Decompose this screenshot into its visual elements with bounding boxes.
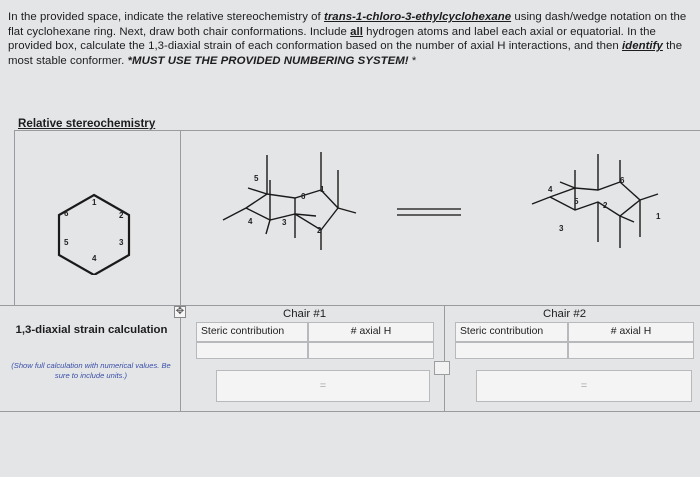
must-use-note: *MUST USE THE PROVIDED NUMBERING SYSTEM! (127, 54, 409, 67)
hex-label-4: 4 (92, 254, 97, 263)
chair2-label-4: 4 (548, 185, 553, 194)
emphasis-identify: identify (621, 40, 663, 53)
strain-divider-1 (180, 305, 181, 411)
prompt-text-2: using dash/wedge notation on the flat cyclohexane ring. Next, draw both chair conformations. Include (8, 11, 687, 38)
chair1-axial-value-input[interactable] (308, 342, 434, 359)
chair1-label-4: 4 (248, 217, 253, 226)
strain-calculation-title: 1,3-diaxial strain calculation (15, 324, 168, 336)
chair2-heading: Chair #2 (543, 308, 587, 320)
chair1-steric-value-input[interactable] (196, 342, 308, 359)
compound-name: trans-1-chloro-3-ethylcyclohexane (323, 11, 512, 23)
chair2-label-3: 3 (559, 224, 564, 233)
chair2-steric-value-input[interactable] (455, 342, 568, 359)
hexagon-ring (59, 195, 129, 275)
chair1-axial-h-field[interactable]: # axial H (308, 322, 434, 342)
chair2-label-5: 5 (574, 197, 579, 206)
equilibrium-arrow (395, 205, 465, 219)
chair1-label-6: 6 (301, 192, 306, 201)
prompt-text-4: the most stable conformer. (8, 40, 683, 67)
chair1-heading: Chair #1 (283, 308, 327, 320)
hex-label-5: 5 (64, 238, 69, 247)
move-handle-icon[interactable]: ✥ (175, 306, 185, 317)
chair2-label-1: 1 (656, 212, 661, 221)
chair1-label-5: 5 (254, 174, 259, 183)
chair1-extra-box[interactable] (434, 361, 450, 375)
hex-label-1: 1 (92, 198, 97, 207)
emphasis-all: all (350, 25, 363, 38)
chair2-result-box[interactable]: = (476, 370, 692, 402)
grid-line-middle (0, 305, 700, 306)
relative-stereochemistry-label: Relative stereochemistry (18, 117, 156, 130)
hex-label-3: 3 (119, 238, 124, 247)
hex-label-6: 6 (64, 209, 69, 218)
prompt-text-1: In the provided space, indicate the relative stereochemistry of (8, 11, 324, 23)
chair2-steric-contribution-field[interactable]: Steric contribution (455, 322, 568, 342)
chair-conformation-1[interactable] (218, 150, 358, 260)
strain-calculation-note: (Show full calculation with numerical values. Be sure to include units.) (11, 361, 171, 380)
chair1-label-3: 3 (282, 218, 287, 227)
required-marker: * (408, 54, 417, 67)
grid-line-bottom (0, 411, 700, 412)
grid-line-top (14, 130, 700, 131)
prompt-text-3: hydrogen atoms and label each axial or equatorial. In the provided box, calculate the 1,3-diaxial strain of each conformation based on the number of axial H interactions, and then (8, 25, 656, 53)
grid-divider-vertical (180, 130, 181, 305)
chair1-steric-contribution-field[interactable]: Steric contribution (196, 322, 308, 342)
chair1-label-2: 2 (317, 226, 322, 235)
chair2-axial-value-input[interactable] (568, 342, 694, 359)
question-prompt (8, 10, 694, 68)
chair2-label-2: 2 (603, 201, 608, 210)
chair1-result-box[interactable]: = (216, 370, 430, 402)
chair1-label-1: 1 (320, 185, 325, 194)
chair2-label-6: 6 (620, 176, 625, 185)
grid-line-left (14, 130, 15, 305)
chair2-axial-h-field[interactable]: # axial H (568, 322, 694, 342)
hex-label-2: 2 (119, 211, 124, 220)
strain-divider-2 (444, 305, 445, 411)
